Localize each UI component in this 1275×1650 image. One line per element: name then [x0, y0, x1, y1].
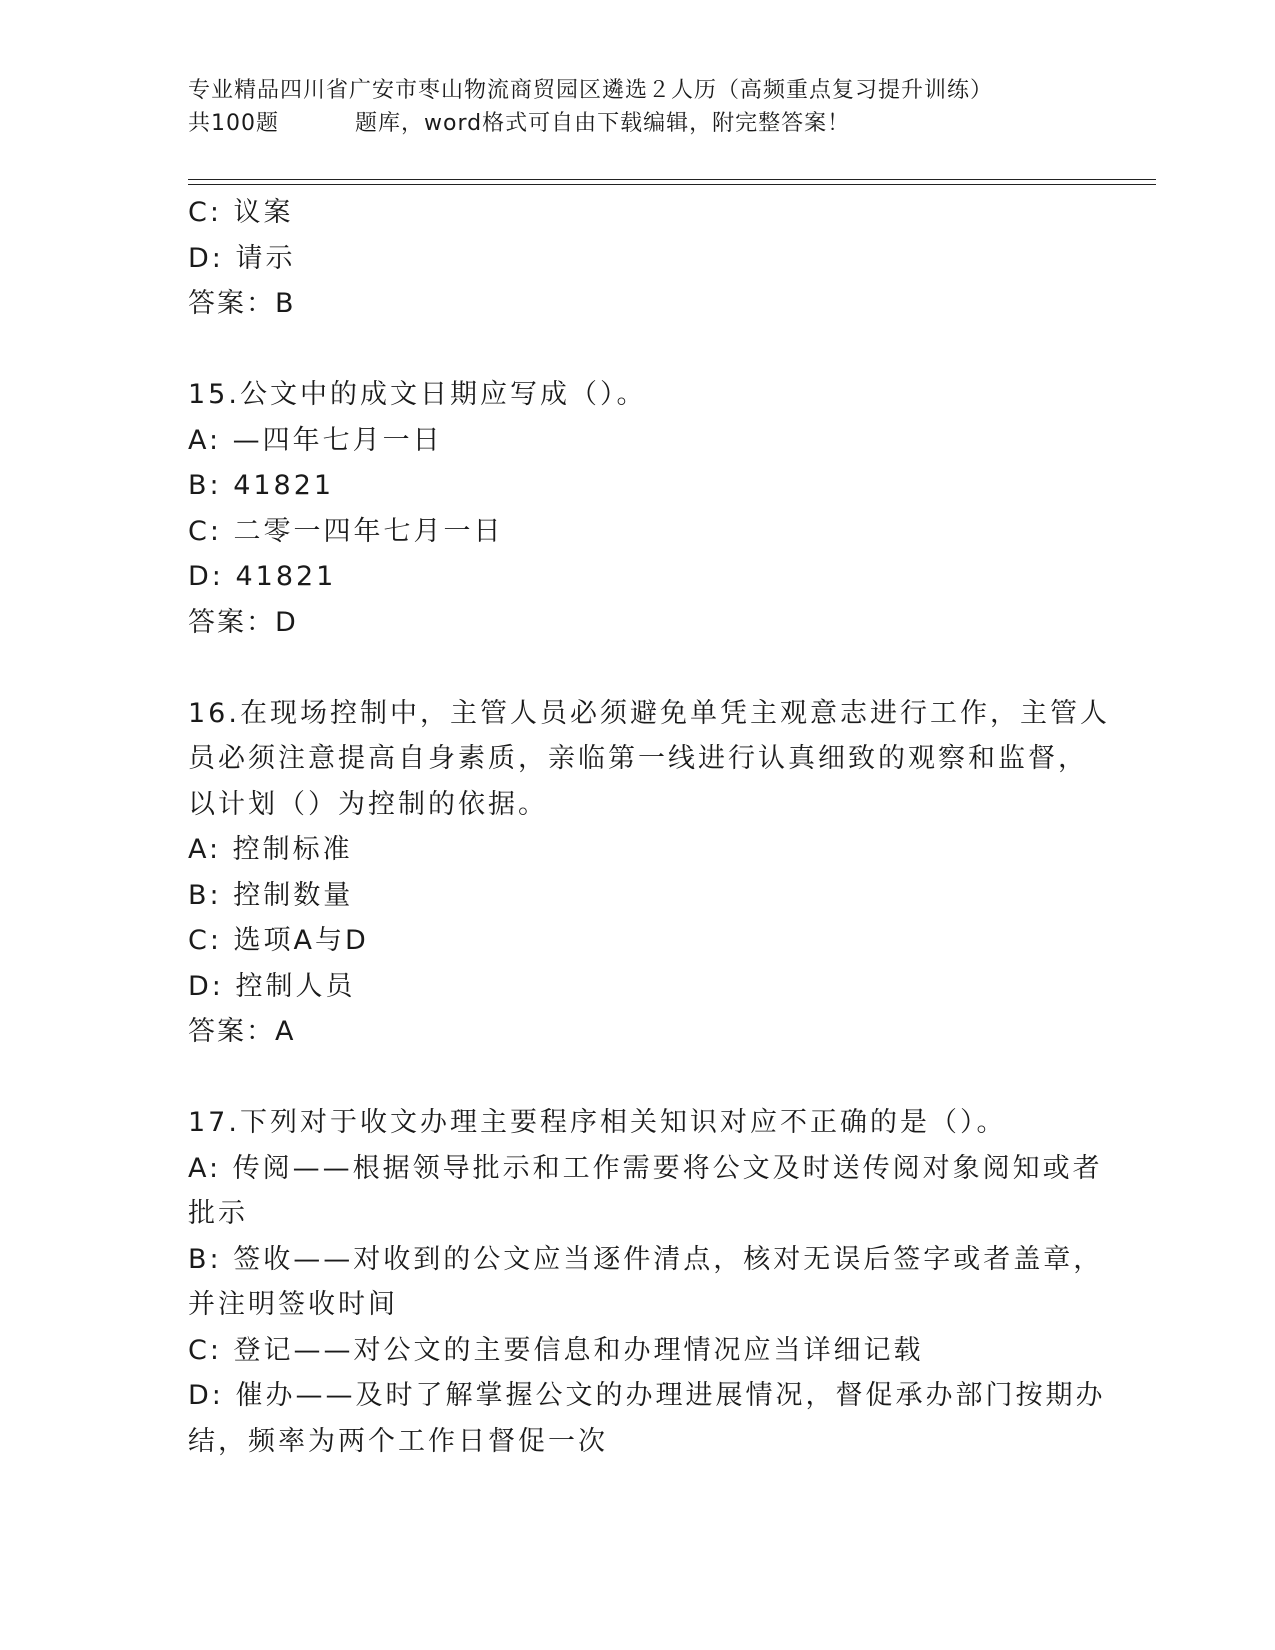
question-content [188, 190, 1110, 1464]
header-question-count: 共100题 [188, 111, 279, 136]
spacer [188, 1055, 1088, 1101]
q17-stem: 17.下列对于收文办理主要程序相关知识对应不正确的是（）。 [188, 1107, 1007, 1138]
q14-option-c: C: 议案 [188, 197, 294, 228]
q15-option-d: D: 41821 [188, 561, 337, 592]
q15-option-b: B: 41821 [188, 470, 335, 501]
page-header [188, 74, 1168, 140]
q15-answer: 答案：D [188, 606, 298, 638]
question-16 [188, 691, 1110, 1055]
q17-option-a-line-1: A: 传阅——根据领导批示和工作需要将公文及时送传阅对象阅知或者 [188, 1152, 1103, 1184]
q15-option-c: C: 二零一四年七月一日 [188, 515, 504, 547]
q17-option-a-line-2: 批示 [188, 1198, 248, 1229]
q16-stem-line-3: 以计划（）为控制的依据。 [188, 788, 548, 820]
header-subtitle-line [188, 107, 1168, 140]
header-divider-top [188, 179, 1156, 180]
q17-option-d-line-2: 结，频率为两个工作日督促一次 [188, 1425, 608, 1457]
q15-stem: 15.公文中的成文日期应写成（）。 [188, 379, 647, 410]
question-15 [188, 372, 1088, 645]
q16-option-c: C: 选项A与D [188, 925, 369, 956]
q16-option-a: A: 控制标准 [188, 834, 353, 865]
q17-option-b-line-1: B: 签收——对收到的公文应当逐件清点，核对无误后签字或者盖章， [188, 1243, 1104, 1275]
question-14-tail [188, 190, 1088, 327]
q17-option-d-line-1: D: 催办——及时了解掌握公文的办理进展情况，督促承办部门按期办 [188, 1380, 1106, 1411]
spacer [188, 327, 1088, 373]
spacer [188, 645, 1088, 691]
q15-option-a: A: —四年七月一日 [188, 424, 443, 456]
q17-option-b-line-2: 并注明签收时间 [188, 1289, 398, 1320]
q14-answer: 答案：B [188, 288, 296, 319]
q16-stem-line-1: 16.在现场控制中，主管人员必须避免单凭主观意志进行工作，主管人 [188, 697, 1110, 729]
q16-stem-line-2: 员必须注意提高自身素质，亲临第一线进行认真细致的观察和监督， [188, 743, 1088, 774]
q17-option-c: C: 登记——对公文的主要信息和办理情况应当详细记载 [188, 1334, 924, 1366]
q16-answer: 答案：A [188, 1016, 296, 1047]
q16-option-b: B: 控制数量 [188, 879, 354, 911]
q14-option-d: D: 请示 [188, 242, 296, 274]
header-divider-bottom [188, 184, 1156, 185]
question-17 [188, 1100, 1106, 1464]
q16-option-d: D: 控制人员 [188, 970, 356, 1002]
header-description: 题库，word格式可自由下载编辑，附完整答案！ [355, 111, 851, 136]
header-title-line: 专业精品四川省广安市枣山物流商贸园区遴选２人历（高频重点复习提升训练） [188, 78, 994, 103]
